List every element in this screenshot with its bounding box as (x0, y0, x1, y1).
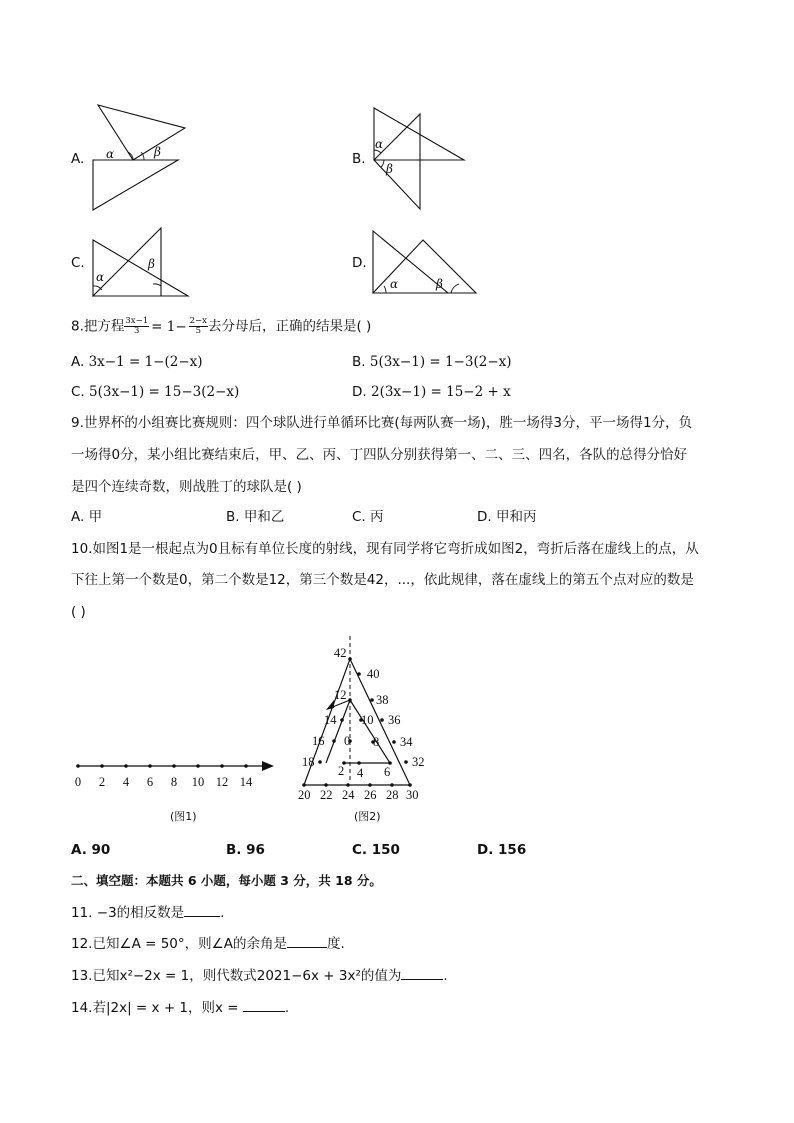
option-b-label: B. (352, 151, 366, 167)
option-a-label: A. (71, 151, 85, 167)
q9-line-3: 是四个连续奇数，则战胜丁的球队是( ) (71, 479, 302, 495)
triangle-point (348, 698, 352, 702)
alpha-label: α (96, 270, 105, 284)
q8-option-c: C. 5(3x−1) = 15−3(2−x) (71, 384, 240, 400)
triangle-point (370, 698, 374, 702)
beta-label: β (386, 162, 393, 176)
figure-1-number-ray (66, 752, 286, 832)
triangle-point (318, 760, 322, 764)
triangle-point-label: 32 (412, 755, 425, 769)
triangle-point-label: 38 (376, 693, 389, 707)
q9-option-d: D. 甲和丙 (477, 509, 537, 525)
q10-line-2: 下往上第一个数是0，第二个数是12，第三个数是42，...，依此规律，落在虚线上的第五个点对应的数是 (71, 572, 694, 588)
ray-tick-dot (196, 764, 200, 768)
triangle-point (392, 740, 396, 744)
q12: 12.已知∠A = 50°，则∠A的余角是 度. (71, 936, 345, 952)
ray-tick-dot (244, 764, 248, 768)
triangle-point (408, 783, 412, 787)
answer-blank[interactable] (287, 934, 327, 948)
triangle-point-label: 34 (400, 735, 413, 749)
triangle-point-label: 40 (367, 667, 380, 681)
alpha-label: α (390, 277, 399, 291)
figure-2-caption: (图2) (354, 810, 381, 823)
triangle-point (340, 718, 344, 722)
ray-tick-label: 12 (215, 775, 229, 789)
triangle-point (348, 657, 352, 661)
triangle-point (357, 672, 361, 676)
triangle-point (357, 761, 361, 765)
triangle-point (302, 783, 306, 787)
option-a-figure (88, 100, 192, 214)
triangle-point (380, 718, 384, 722)
triangle-point-label: 22 (320, 788, 333, 802)
figure-1-caption: (图1) (170, 810, 197, 823)
q14: 14.若|2x| = x + 1，则x = . (71, 1000, 290, 1016)
beta-label: β (148, 257, 155, 271)
triangle-point (404, 760, 408, 764)
ray-tick-dot (100, 764, 104, 768)
triangle-point-label: 16 (312, 734, 325, 748)
q10-option-a: A. 90 (71, 842, 111, 858)
ray-tick-label: 14 (239, 775, 253, 789)
section-2-title: 二、填空题：本题共 6 小题，每小题 3 分，共 18 分。 (71, 873, 382, 888)
triangle-point-label: 0 (344, 734, 351, 748)
triangle-point-label: 14 (324, 713, 337, 727)
triangle-point-label: 4 (357, 766, 364, 780)
ray-tick-label: 10 (191, 775, 205, 789)
triangle-point-label: 30 (406, 788, 419, 802)
ray-tick-label: 8 (170, 775, 178, 789)
option-c-figure (88, 224, 194, 298)
q10-option-c: C. 150 (352, 842, 400, 858)
alpha-label: α (375, 137, 384, 151)
triangle-point-label: 24 (342, 788, 355, 802)
ray-tick-label: 4 (122, 775, 130, 789)
q10-option-d: D. 156 (477, 842, 527, 858)
q8-option-d: D. 2(3x−1) = 15−2 + x (352, 384, 511, 400)
triangle-point (368, 783, 372, 787)
q9-option-b: B. 甲和乙 (226, 509, 285, 525)
q10-line-3: ( ) (71, 604, 86, 620)
ray-tick-dot (172, 764, 176, 768)
q9-line-2: 一场得0分，某小组比赛结束后，甲、乙、丙、丁四队分别获得第一、二、三、四名，各队的总得分恰好 (71, 447, 688, 463)
triangle-point-label: 18 (302, 755, 315, 769)
triangle-point-label: 42 (334, 646, 347, 660)
q8-option-b: B. 5(3x−1) = 1−3(2−x) (352, 354, 512, 370)
q8-stem: 8.把方程 $\frac{3x-1}{3}$ = 1− $\frac{2-x}{5}$ 去分母后，正确的结果是( ) (71, 316, 372, 336)
triangle-point-label: 10 (361, 713, 374, 727)
triangle-point-label: 36 (388, 713, 401, 727)
answer-blank[interactable] (401, 966, 443, 980)
answer-blank[interactable] (243, 998, 285, 1012)
triangle-point (390, 783, 394, 787)
triangle-point-label: 2 (338, 764, 345, 778)
ray-tick-label: 2 (98, 775, 106, 789)
triangle-point-label: 26 (364, 788, 377, 802)
beta-label: β (436, 277, 443, 291)
q10-option-b: B. 96 (226, 842, 265, 858)
ray-tick-dot (76, 764, 80, 768)
answer-blank[interactable] (184, 903, 220, 917)
triangle-point (332, 739, 336, 743)
beta-label: β (154, 145, 161, 159)
q9-line-1: 9.世界杯的小组赛比赛规则：四个球队进行单循环比赛(每两队赛一场)，胜一场得3分，平一场得1分，负 (71, 415, 693, 431)
triangle-point (346, 783, 350, 787)
ray-tick-dot (220, 764, 224, 768)
triangle-point (324, 783, 328, 787)
triangle-point-label: 28 (386, 788, 399, 802)
option-d-figure (368, 226, 480, 298)
q13: 13.已知x²−2x = 1，则代数式2021−6x + 3x²的值为 . (71, 968, 448, 984)
ray-tick-label: 0 (74, 775, 82, 789)
q10-line-1: 10.如图1是一根起点为0且标有单位长度的射线，现有同学将它弯折成如图2，弯折后落在虚线上的点，从 (71, 541, 699, 557)
ray-tick-dot (124, 764, 128, 768)
triangle-point-label: 12 (334, 688, 347, 702)
figure-2-folded-triangle (282, 632, 438, 828)
option-b-figure (368, 104, 472, 214)
triangle-point-label: 6 (384, 765, 391, 779)
ray-tick-label: 6 (146, 775, 154, 789)
ray-tick-dot (148, 764, 152, 768)
q11: 11. −3的相反数是 . (71, 905, 225, 921)
triangle-point-label: 8 (373, 735, 380, 749)
fraction-2: $\frac{2-x}{5}$ (189, 316, 207, 336)
q9-option-c: C. 丙 (352, 509, 384, 525)
triangle-point-label: 20 (298, 788, 311, 802)
fraction-1: $\frac{3x-1}{3}$ (125, 316, 149, 336)
option-d-label: D. (352, 255, 367, 271)
q9-option-a: A. 甲 (71, 509, 103, 525)
q8-option-a: A. 3x−1 = 1−(2−x) (71, 354, 203, 370)
option-c-label: C. (71, 255, 85, 271)
alpha-label: α (106, 147, 115, 161)
